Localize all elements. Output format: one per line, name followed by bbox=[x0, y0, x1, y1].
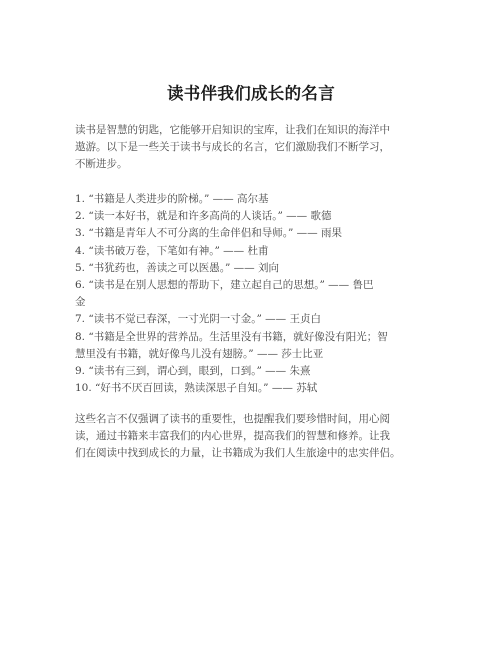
quote-line: 2. “读一本好书，就是和许多高尚的人谈话。” —— 歌德 bbox=[75, 210, 332, 223]
quote-line: 9. “读书有三到，谓心到，眼到，口到。” —— 朱熹 bbox=[75, 365, 311, 378]
quote-line: 8. “书籍是全世界的营养品。生活里没有书籍，就好像没有阳光；智 bbox=[75, 330, 388, 343]
intro-line: 遨游。以下是一些关于读书与成长的名言，它们激励我们不断学习， bbox=[75, 141, 390, 153]
closing-line: 读，通过书籍来丰富我们的内心世界，提高我们的智慧和修养。让我 bbox=[75, 430, 390, 442]
quote-line: 1. “书籍是人类进步的阶梯。” —— 高尔基 bbox=[75, 193, 269, 205]
intro-line: 不断进步。 bbox=[75, 158, 128, 170]
closing-paragraph bbox=[75, 411, 455, 462]
quote-line: 3. “书籍是青年人不可分离的生命伴侣和导师。” —— 雨果 bbox=[75, 227, 343, 240]
quote-line: 慧里没有书籍，就好像鸟儿没有翅膀。” —— 莎士比亚 bbox=[75, 347, 324, 360]
intro-line: 读书是智慧的钥匙，它能够开启知识的宝库，让我们在知识的海洋中 bbox=[75, 124, 390, 136]
quote-line: 5. “书犹药也，善读之可以医愚。” —— 刘向 bbox=[75, 261, 280, 274]
quote-list bbox=[75, 191, 445, 397]
quote-line: 7. “读书不觉已春深，一寸光阴一寸金。” —— 王贞白 bbox=[75, 313, 322, 326]
quote-line: 6. “读书是在别人思想的帮助下，建立起自己的思想。” —— 鲁巴 bbox=[75, 279, 374, 292]
quote-line: 金 bbox=[75, 296, 86, 309]
quote-line: 4. “读书破万卷，下笔如有神。” —— 杜甫 bbox=[75, 244, 269, 257]
closing-line: 们在阅读中找到成长的力量，让书籍成为我们人生旅途中的忠实伴侣。 bbox=[75, 447, 401, 459]
document-title: 读书伴我们成长的名言 bbox=[167, 84, 335, 103]
intro-paragraph bbox=[75, 122, 445, 173]
quote-line: 10. “好书不厌百回读，熟读深思子自知。” —— 苏轼 bbox=[75, 382, 318, 395]
closing-line: 这些名言不仅强调了读书的重要性，也提醒我们要珍惜时间，用心阅 bbox=[75, 413, 390, 425]
